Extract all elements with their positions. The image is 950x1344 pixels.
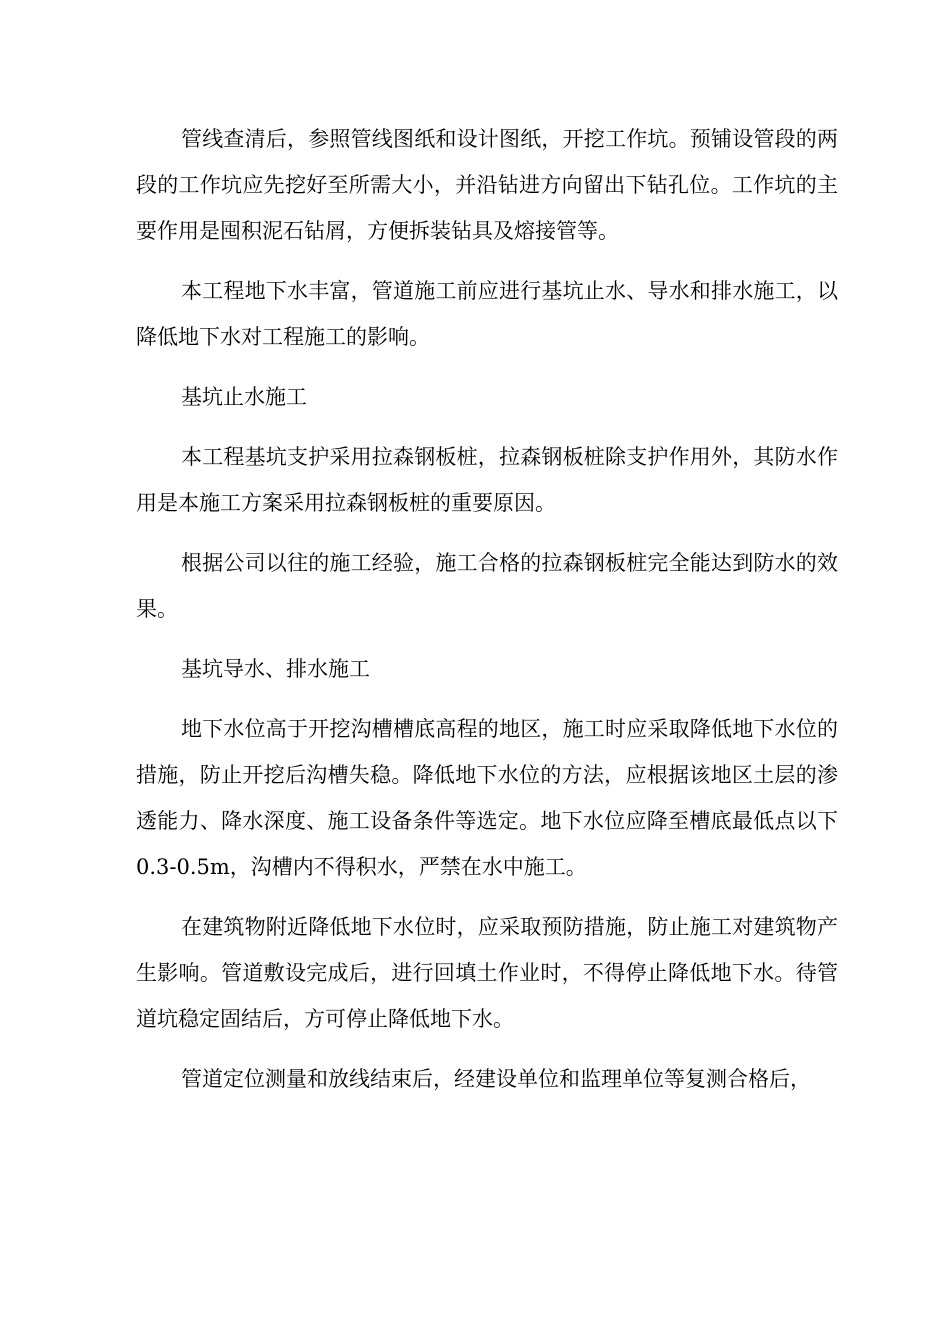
paragraph-experience: 根据公司以往的施工经验，施工合格的拉森钢板桩完全能达到防水的效果。 — [136, 551, 838, 621]
document-body — [136, 116, 838, 1116]
paragraph-nearby-buildings: 在建筑物附近降低地下水位时，应采取预防措施，防止施工对建筑物产生影响。管道敷设完成后，进行回填土作业时，不得停止降低地下水。待管道坑稳定固结后，方可停止降低地下水。 — [136, 915, 838, 1031]
paragraph-work-pit: 管线查清后，参照管线图纸和设计图纸，开挖工作坑。预铺设管段的两段的工作坑应先挖好至所需大小，并沿钻进方向留出下钻孔位。工作坑的主要作用是囤积泥石钻屑，方便拆装钻具及熔接管等。 — [136, 127, 838, 243]
paragraph-dewatering: 地下水位高于开挖沟槽槽底高程的地区，施工时应采取降低地下水位的措施，防止开挖后沟槽失稳。降低地下水位的方法，应根据该地区土层的渗透能力、降水深度、施工设备条件等选定。地下水位应降至槽底最低点以下 0.3-0.5m，沟槽内不得积水，严禁在水中施工。 — [136, 717, 838, 879]
heading-pit-drainage: 基坑导水、排水施工 — [181, 657, 370, 681]
paragraph-sheet-piles: 本工程基坑支护采用拉森钢板桩，拉森钢板桩除支护作用外，其防水作用是本施工方案采用拉森钢板桩的重要原因。 — [136, 445, 838, 515]
heading-pit-waterproofing: 基坑止水施工 — [181, 385, 307, 409]
paragraph-survey: 管道定位测量和放线结束后，经建设单位和监理单位等复测合格后， — [181, 1067, 811, 1091]
paragraph-groundwater: 本工程地下水丰富，管道施工前应进行基坑止水、导水和排水施工，以降低地下水对工程施工的影响。 — [136, 279, 838, 349]
